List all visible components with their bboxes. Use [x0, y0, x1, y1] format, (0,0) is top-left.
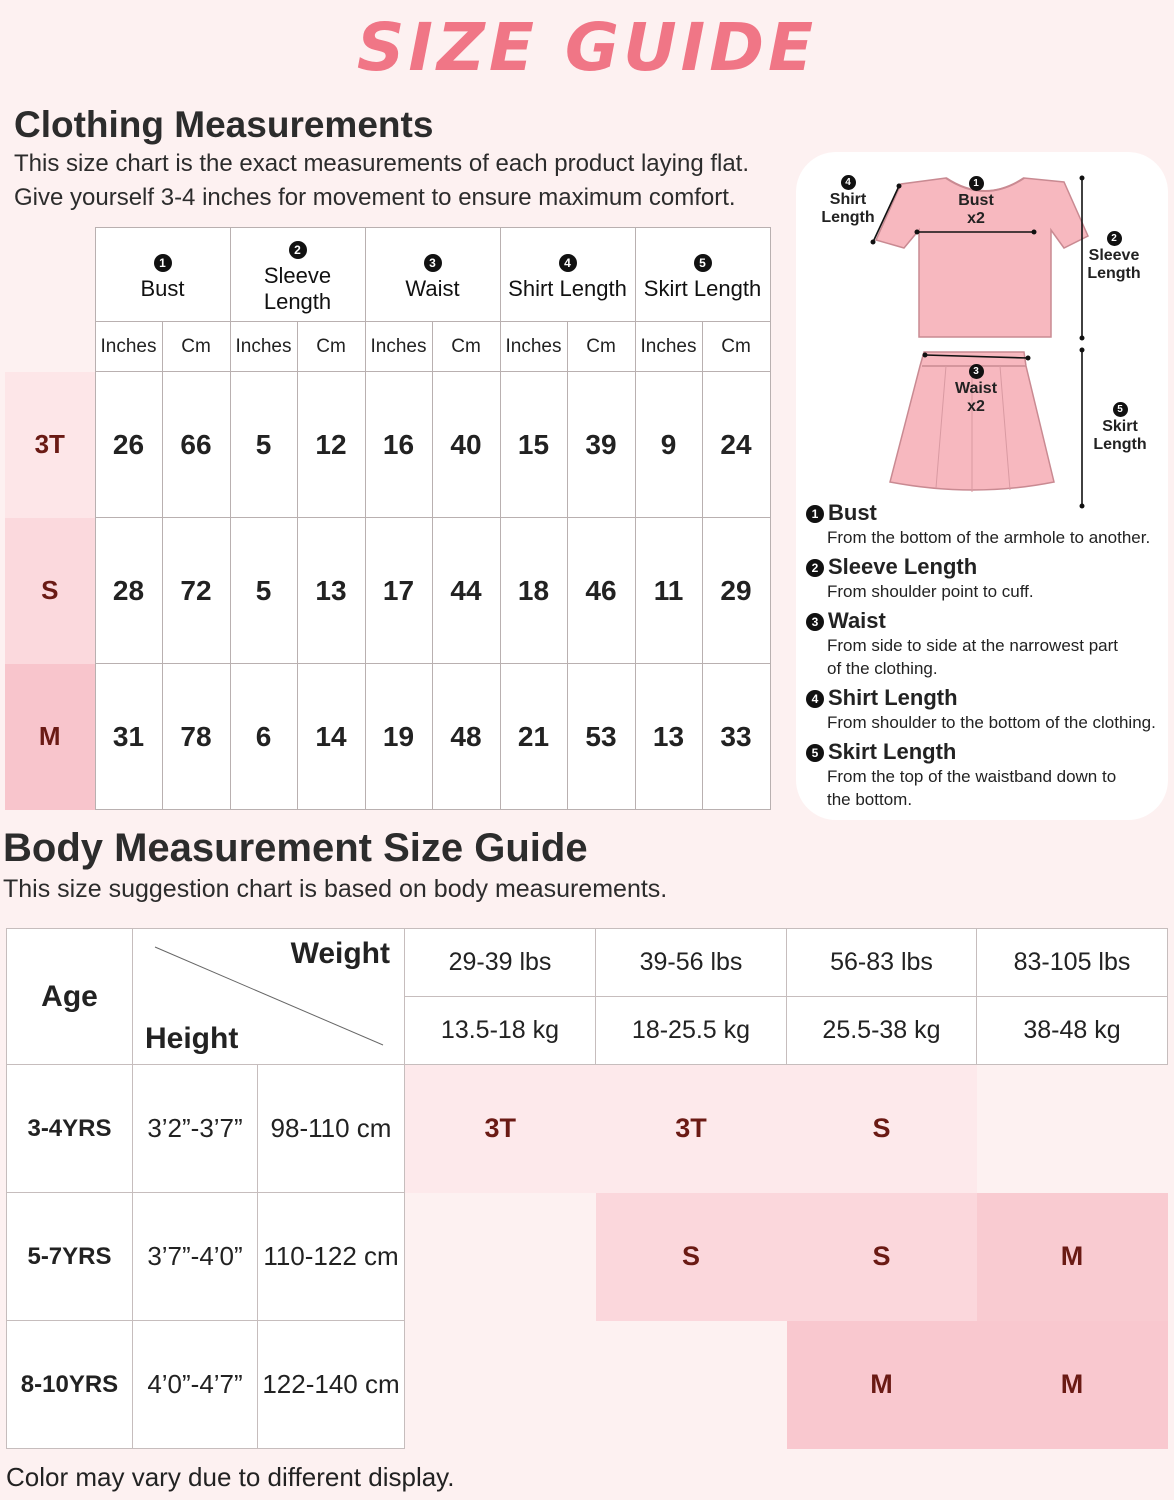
weight-kg: 25.5-38 kg [787, 997, 977, 1065]
measurement-legend [806, 500, 1168, 816]
height-ft-cell: 3’7”-4’0” [133, 1193, 258, 1321]
value-cell: 13 [297, 518, 365, 664]
age-cell: 3-4YRS [7, 1065, 133, 1193]
size-result: M [977, 1321, 1168, 1449]
height-cm-cell: 110-122 cm [258, 1193, 405, 1321]
age-cell: 5-7YRS [7, 1193, 133, 1321]
weight-lbs: 56-83 lbs [787, 929, 977, 997]
clothing-heading: Clothing Measurements [14, 104, 434, 145]
table-row [7, 1193, 1168, 1321]
unit-inches: Inches [95, 322, 162, 372]
value-cell: 31 [95, 664, 162, 810]
weight-kg: 18-25.5 kg [596, 997, 787, 1065]
column-header-skirt-length [635, 228, 770, 322]
value-cell: 14 [297, 664, 365, 810]
diagram-label-waist: 3 Waist x2 [954, 366, 998, 415]
table-row [5, 664, 770, 810]
value-cell: 72 [162, 518, 230, 664]
weight-lbs: 29-39 lbs [405, 929, 596, 997]
size-result [405, 1321, 596, 1449]
table-row [7, 1065, 1168, 1193]
column-header-sleeve-length [230, 228, 365, 322]
diagram-label-skirt-length: 5 Skirt Length [1093, 404, 1147, 453]
value-cell: 39 [567, 372, 635, 518]
column-label: Skirt Length [643, 276, 762, 301]
table-row [5, 372, 770, 518]
value-cell: 26 [95, 372, 162, 518]
column-label: Bust [140, 276, 185, 301]
body-desc: This size suggestion chart is based on body measurements. [3, 875, 668, 903]
unit-inches: Inches [365, 322, 432, 372]
legend-item-bust: 1 Bust From the bottom of the armhole to another. [806, 500, 1168, 549]
table-row [7, 1321, 1168, 1449]
value-cell: 46 [567, 518, 635, 664]
value-cell: 53 [567, 664, 635, 810]
legend-item-skirt-length: 5 Skirt Length From the top of the waistband down to the bottom. [806, 739, 1168, 811]
legend-desc: From side to side at the narrowest part of the clothing. [827, 636, 1119, 678]
value-cell: 19 [365, 664, 432, 810]
value-cell: 17 [365, 518, 432, 664]
value-cell: 40 [432, 372, 500, 518]
value-cell: 11 [635, 518, 702, 664]
unit-cm: Cm [432, 322, 500, 372]
footnote: Color may vary due to different display. [6, 1462, 455, 1492]
value-cell: 15 [500, 372, 567, 518]
table-row [5, 518, 770, 664]
size-label-s: S [5, 518, 95, 664]
clothing-desc-2: Give yourself 3-4 inches for movement to ensure maximum comfort. [14, 184, 736, 211]
number-badge: 3 [424, 254, 442, 272]
value-cell: 12 [297, 372, 365, 518]
clothing-size-table [5, 227, 771, 810]
unit-inches: Inches [635, 322, 702, 372]
legend-item-sleeve-length: 2 Sleeve Length From shoulder point to cuff. [806, 554, 1168, 603]
value-cell: 44 [432, 518, 500, 664]
number-badge: 3 [806, 613, 824, 631]
value-cell: 5 [230, 372, 297, 518]
column-label: Shirt Length [508, 276, 627, 301]
value-cell: 33 [702, 664, 770, 810]
size-result: M [977, 1193, 1168, 1321]
corner-cell [5, 322, 95, 372]
number-badge: 1 [806, 505, 824, 523]
number-badge: 2 [289, 241, 307, 259]
size-result: S [787, 1193, 977, 1321]
column-label: Sleeve Length [263, 263, 332, 314]
legend-item-shirt-length: 4 Shirt Length From shoulder to the bottom of the clothing. [806, 685, 1168, 734]
value-cell: 16 [365, 372, 432, 518]
diagram-label-shirt-length: 4 Shirt Length [821, 177, 875, 226]
size-result: S [596, 1193, 787, 1321]
size-result: S [787, 1065, 977, 1193]
weight-label: Weight [290, 937, 390, 970]
height-ft-cell: 4’0”-4’7” [133, 1321, 258, 1449]
corner-cell [5, 228, 95, 322]
number-badge: 1 [969, 176, 984, 191]
weight-lbs: 39-56 lbs [596, 929, 787, 997]
weight-height-header [133, 929, 405, 1065]
height-ft-cell: 3’2”-3’7” [133, 1065, 258, 1193]
value-cell: 9 [635, 372, 702, 518]
size-label-3t: 3T [5, 372, 95, 518]
body-size-table [6, 928, 1168, 1449]
number-badge: 4 [806, 690, 824, 708]
legend-item-waist: 3 Waist From side to side at the narrowest part of the clothing. [806, 608, 1168, 680]
weight-kg: 38-48 kg [977, 997, 1168, 1065]
column-header-waist [365, 228, 500, 322]
size-result: 3T [405, 1065, 596, 1193]
unit-inches: Inches [230, 322, 297, 372]
column-header-shirt-length [500, 228, 635, 322]
size-result [977, 1065, 1168, 1193]
value-cell: 29 [702, 518, 770, 664]
height-cm-cell: 122-140 cm [258, 1321, 405, 1449]
number-badge: 5 [1113, 402, 1128, 417]
legend-desc: From the bottom of the armhole to another. [827, 528, 1151, 547]
weight-kg: 13.5-18 kg [405, 997, 596, 1065]
height-cm-cell: 98-110 cm [258, 1065, 405, 1193]
number-badge: 2 [806, 559, 824, 577]
size-result [405, 1193, 596, 1321]
page-title: SIZE GUIDE [356, 9, 818, 86]
unit-cm: Cm [297, 322, 365, 372]
number-badge: 2 [1107, 231, 1122, 246]
legend-desc: From shoulder to the bottom of the clothing. [827, 713, 1156, 732]
clothing-desc-1: This size chart is the exact measurements of each product laying flat. [14, 150, 750, 177]
value-cell: 66 [162, 372, 230, 518]
age-header: Age [7, 929, 133, 1065]
unit-cm: Cm [567, 322, 635, 372]
size-result [596, 1321, 787, 1449]
body-heading: Body Measurement Size Guide [3, 826, 588, 870]
column-label: Waist [405, 276, 460, 301]
value-cell: 18 [500, 518, 567, 664]
column-header-bust [95, 228, 230, 322]
number-badge: 3 [969, 364, 984, 379]
unit-cm: Cm [702, 322, 770, 372]
number-badge: 4 [559, 254, 577, 272]
legend-desc: From the top of the waistband down to the bottom. [827, 767, 1117, 809]
size-result: M [787, 1321, 977, 1449]
size-label-m: M [5, 664, 95, 810]
value-cell: 24 [702, 372, 770, 518]
value-cell: 13 [635, 664, 702, 810]
number-badge: 5 [806, 744, 824, 762]
number-badge: 1 [154, 254, 172, 272]
diagram-label-bust: 1 Bust x2 [958, 178, 994, 227]
unit-cm: Cm [162, 322, 230, 372]
value-cell: 78 [162, 664, 230, 810]
value-cell: 28 [95, 518, 162, 664]
number-badge: 4 [841, 175, 856, 190]
diagram-label-sleeve-length: 2 Sleeve Length [1087, 233, 1141, 282]
value-cell: 48 [432, 664, 500, 810]
value-cell: 21 [500, 664, 567, 810]
value-cell: 5 [230, 518, 297, 664]
number-badge: 5 [694, 254, 712, 272]
height-label: Height [145, 1022, 239, 1055]
value-cell: 6 [230, 664, 297, 810]
age-cell: 8-10YRS [7, 1321, 133, 1449]
legend-desc: From shoulder point to cuff. [827, 582, 1034, 601]
unit-inches: Inches [500, 322, 567, 372]
size-result: 3T [596, 1065, 787, 1193]
weight-lbs: 83-105 lbs [977, 929, 1168, 997]
